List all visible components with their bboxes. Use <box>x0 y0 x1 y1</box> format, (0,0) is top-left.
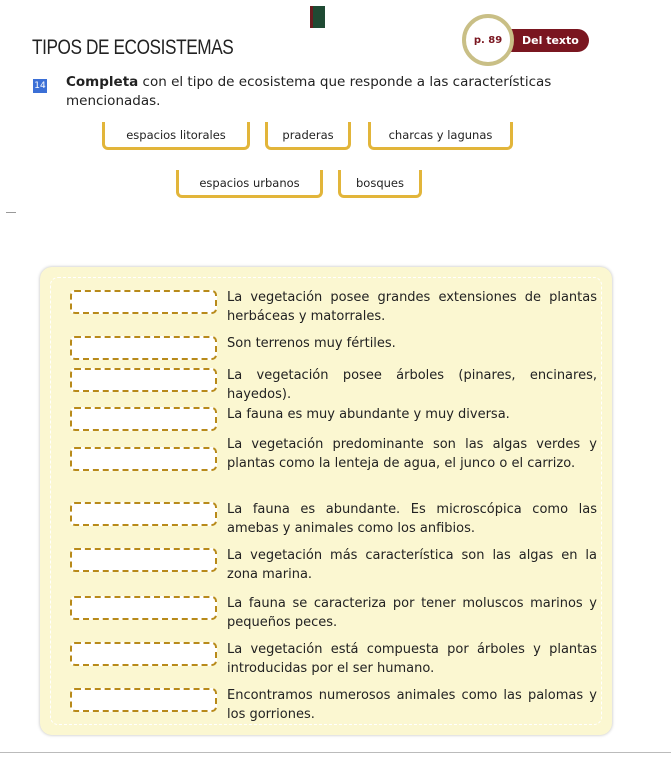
list-item <box>70 640 600 678</box>
item-text: Encontramos numerosos animales como las palomas y los gorriones. <box>227 688 597 722</box>
list-item <box>70 366 600 404</box>
list-item <box>70 334 600 360</box>
list-item <box>70 500 600 538</box>
answer-field[interactable] <box>70 596 217 620</box>
exercise-number: 14 <box>34 81 46 91</box>
instruction-verb: Completa <box>66 74 139 90</box>
item-text: La vegetación posee grandes extensiones de plantas herbáceas y matorrales. <box>227 290 597 324</box>
option-chip: bosques <box>338 170 422 198</box>
page-title: TIPOS DE ECOSISTEMAS <box>32 36 234 59</box>
instruction-text: con el tipo de ecosistema que responde a las características mencionadas. <box>66 74 552 109</box>
item-text: La vegetación más característica son las algas en la zona marina. <box>227 548 597 582</box>
item-text: La vegetación predominante son las algas verdes y plantas como la lenteja de agua, el junco o el carrizo. <box>227 437 597 471</box>
item-text: La fauna es muy abundante y muy diversa. <box>227 407 510 422</box>
option-chip: praderas <box>265 122 351 150</box>
item-text: La fauna es abundante. Es microscópica como las amebas y animales como los anfibios. <box>227 502 597 536</box>
option-chip: charcas y lagunas <box>368 122 513 150</box>
list-item <box>70 405 600 431</box>
list-item <box>70 594 600 632</box>
answer-field[interactable] <box>70 447 217 471</box>
reference-label: Del texto <box>508 29 589 52</box>
bookmark-ribbon <box>310 6 325 28</box>
exercise-card <box>40 267 612 735</box>
answer-field[interactable] <box>70 548 217 572</box>
item-text: La fauna se caracteriza por tener moluscos marinos y pequeños peces. <box>227 596 597 630</box>
answer-field[interactable] <box>70 407 217 431</box>
answer-field[interactable] <box>70 502 217 526</box>
page-divider <box>0 752 671 753</box>
item-text: La vegetación posee árboles (pinares, encinares, hayedos). <box>227 368 597 402</box>
list-item <box>70 435 600 473</box>
item-text: La vegetación está compuesta por árboles y plantas introducidas por el ser humano. <box>227 642 597 676</box>
margin-mark <box>6 212 16 213</box>
answer-field[interactable] <box>70 336 217 360</box>
list-item <box>70 546 600 584</box>
answer-field[interactable] <box>70 368 217 392</box>
page-reference <box>462 14 589 66</box>
answer-field[interactable] <box>70 688 217 712</box>
list-item <box>70 686 600 724</box>
exercise-instruction <box>66 73 596 111</box>
answer-field[interactable] <box>70 642 217 666</box>
item-text: Son terrenos muy fértiles. <box>227 336 396 351</box>
option-chip: espacios urbanos <box>176 170 323 198</box>
page-number: p. 89 <box>462 14 514 66</box>
answer-field[interactable] <box>70 290 217 314</box>
list-item <box>70 288 600 326</box>
option-chip: espacios litorales <box>102 122 250 150</box>
